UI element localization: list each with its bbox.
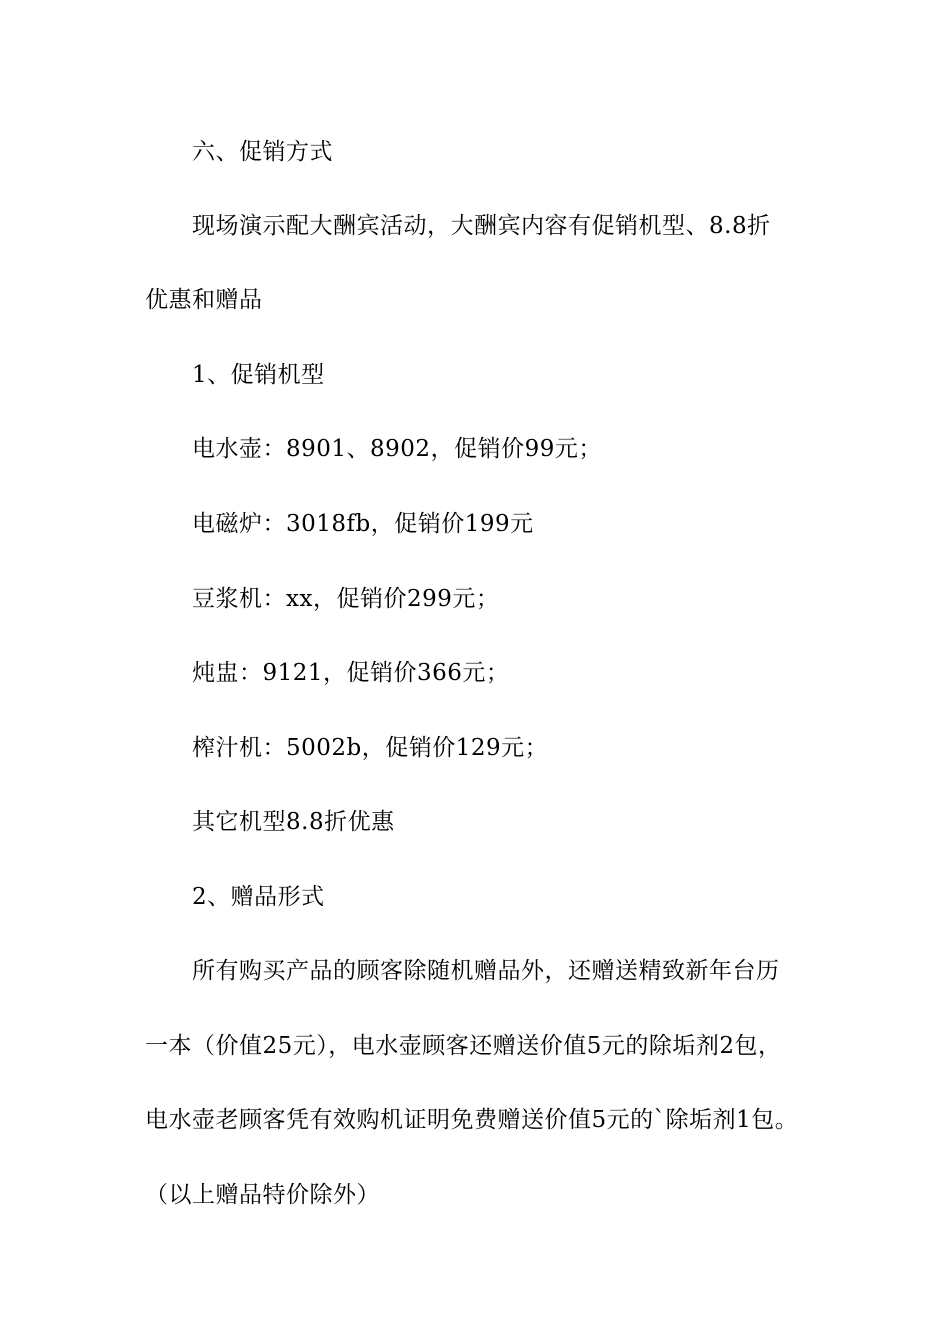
subsection-heading-gifts: 2、赠品形式 xyxy=(192,884,325,910)
promo-item: 豆浆机：xx，促销价299元； xyxy=(192,586,500,612)
promo-item: 炖盅：9121，促销价366元； xyxy=(192,660,510,686)
promo-item: 电水壶：8901、8902，促销价99元； xyxy=(192,436,602,462)
section-heading: 六、促销方式 xyxy=(192,139,333,165)
intro-paragraph-line: 优惠和赠品 xyxy=(145,287,263,313)
promo-item: 其它机型8.8折优惠 xyxy=(192,809,395,835)
promo-item: 电磁炉：3018fb，促销价199元 xyxy=(192,511,534,537)
gift-paragraph-line: 一本（价值25元），电水壶顾客还赠送价值5元的除垢剂2包， xyxy=(145,1033,782,1059)
gift-paragraph-line: 电水壶老顾客凭有效购机证明免费赠送价值5元的`除垢剂1包。 xyxy=(145,1107,799,1133)
subsection-heading-models: 1、促销机型 xyxy=(192,362,325,388)
promo-item: 榨汁机：5002b，促销价129元； xyxy=(192,735,549,761)
gift-paragraph-line: 所有购买产品的顾客除随机赠品外，还赠送精致新年台历 xyxy=(192,958,780,984)
intro-paragraph-line: 现场演示配大酬宾活动，大酬宾内容有促销机型、8.8折 xyxy=(192,213,771,239)
gift-paragraph-line: （以上赠品特价除外） xyxy=(145,1182,380,1208)
